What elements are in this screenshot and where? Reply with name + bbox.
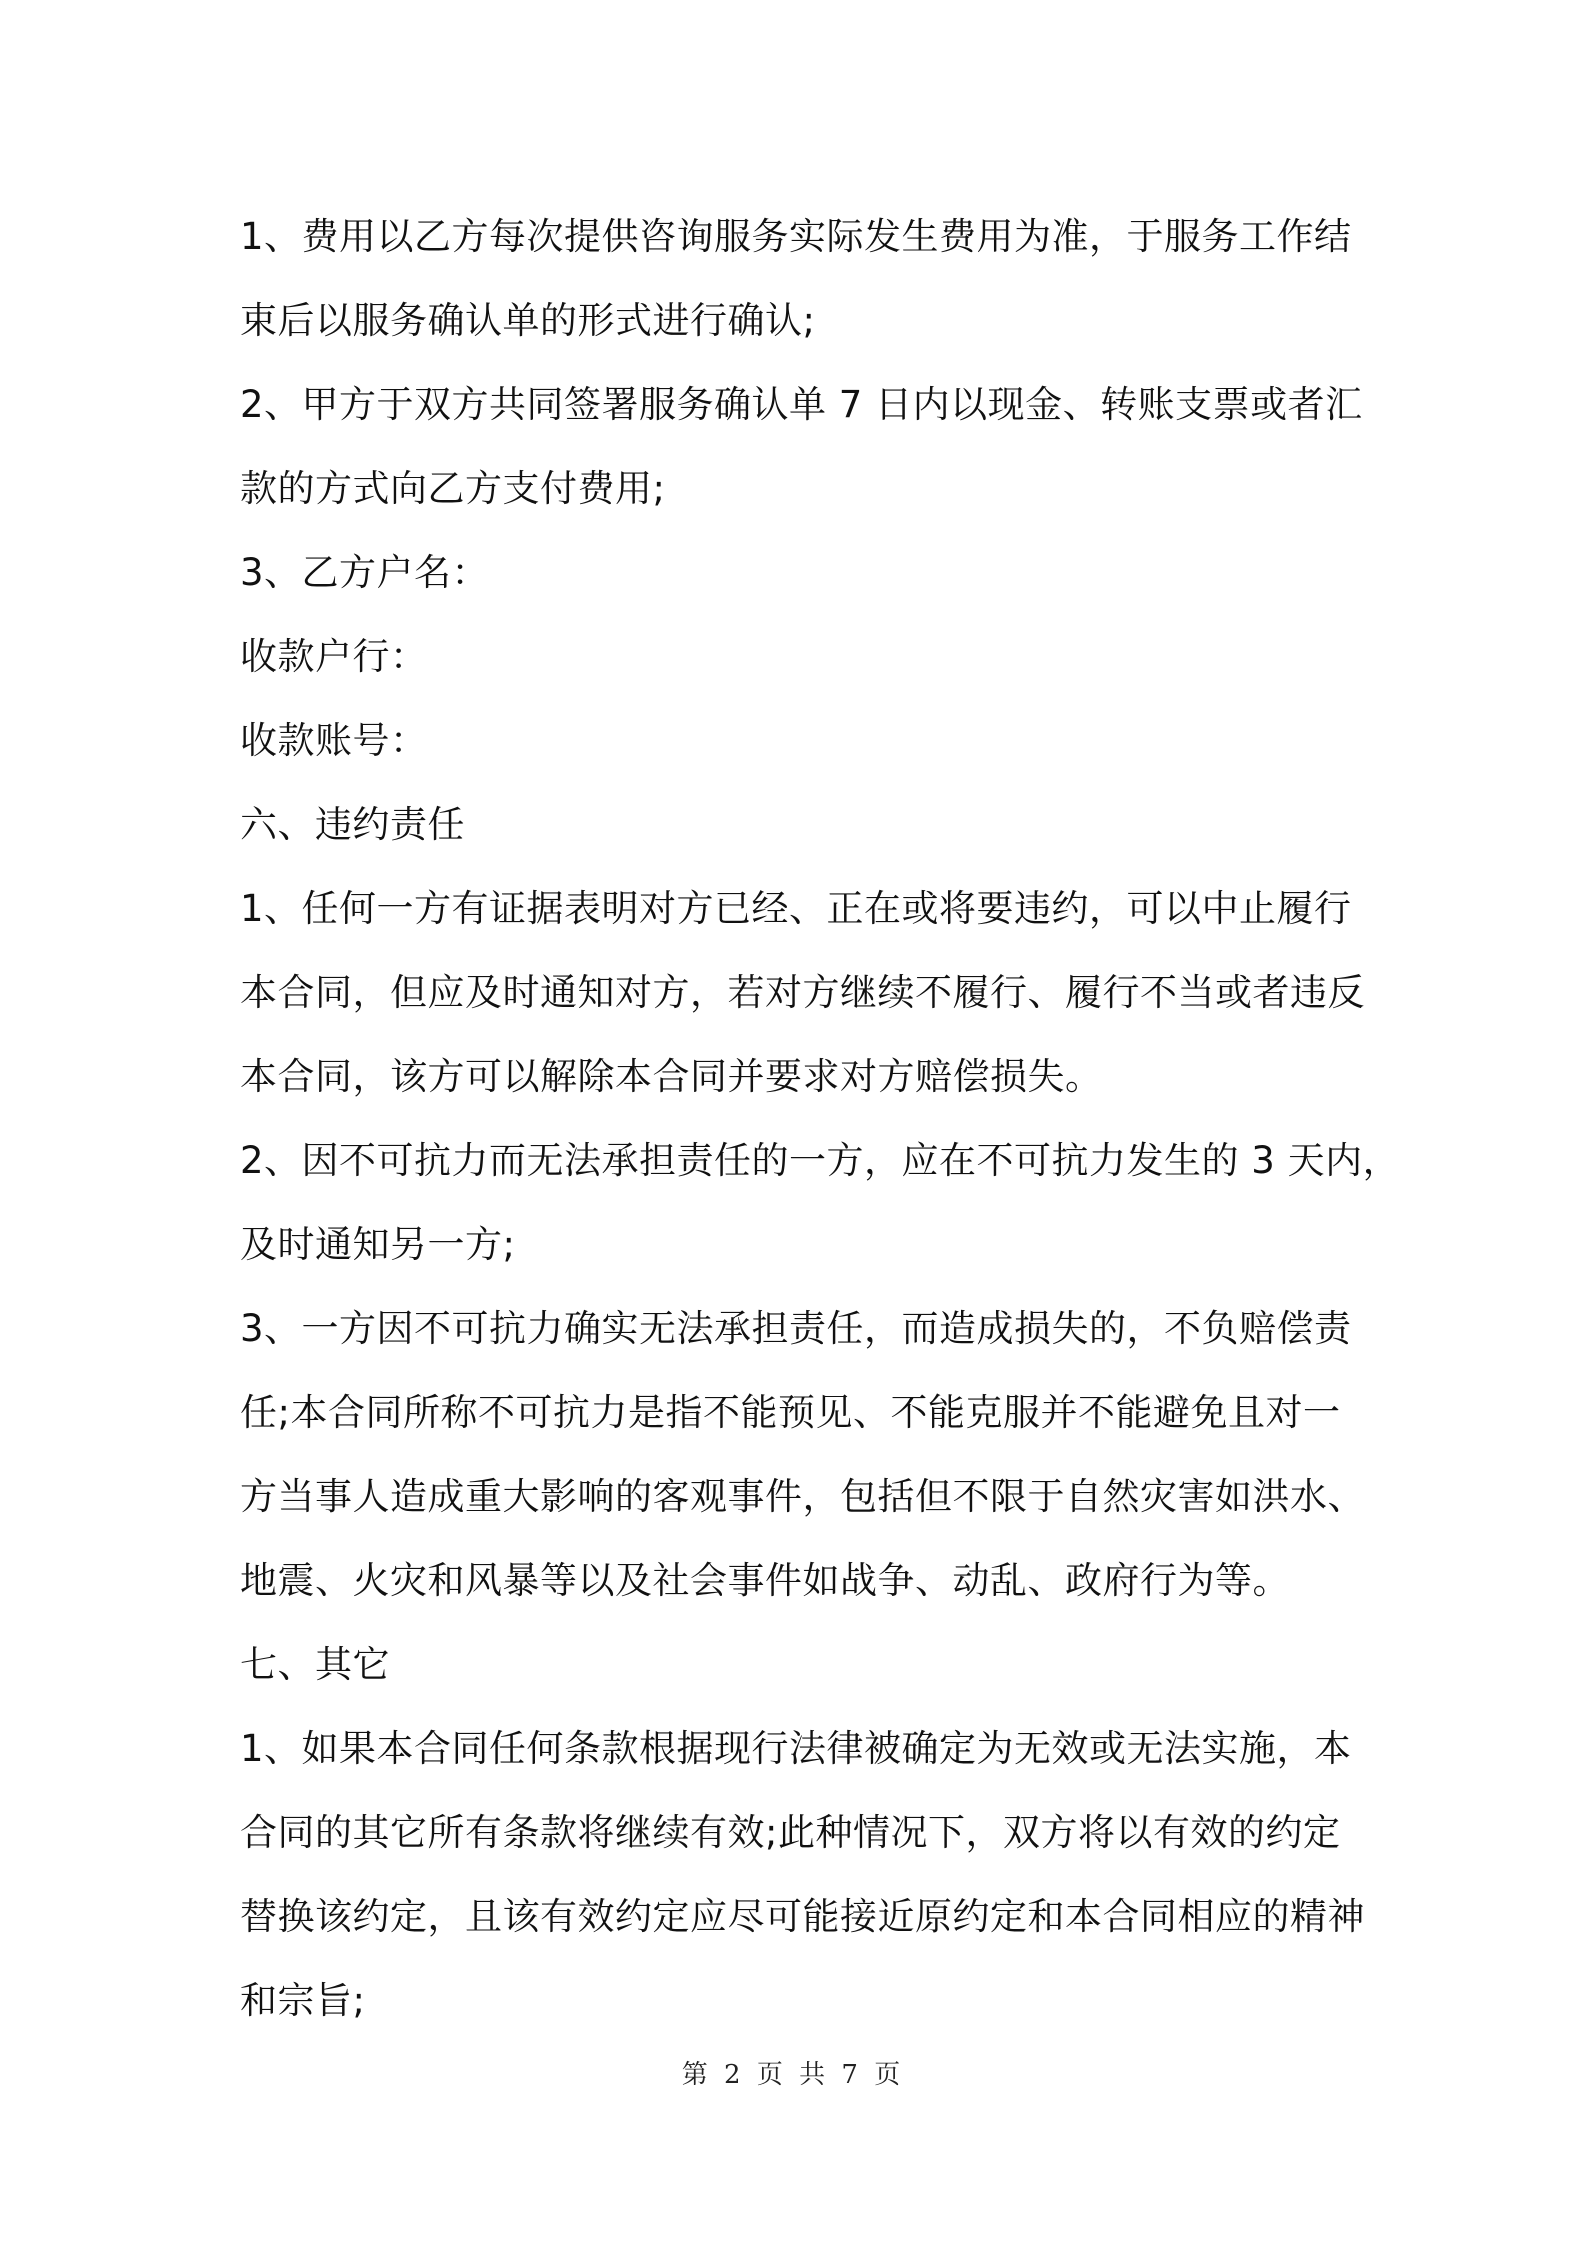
section-heading: 七、其它	[240, 1643, 390, 1686]
text-line: 合同的其它所有条款将继续有效;此种情况下，双方将以有效的约定	[240, 1811, 1341, 1854]
text-line: 1、费用以乙方每次提供咨询服务实际发生费用为准，于服务工作结	[240, 215, 1352, 258]
text-line: 本合同，但应及时通知对方，若对方继续不履行、履行不当或者违反	[240, 971, 1365, 1014]
text-line: 地震、火灾和风暴等以及社会事件如战争、动乱、政府行为等。	[240, 1559, 1290, 1602]
text-line: 束后以服务确认单的形式进行确认;	[240, 299, 816, 342]
text-line: 方当事人造成重大影响的客观事件，包括但不限于自然灾害如洪水、	[240, 1475, 1365, 1518]
text-line: 2、甲方于双方共同签署服务确认单 7 日内以现金、转账支票或者汇	[240, 383, 1363, 426]
text-line: 及时通知另一方;	[240, 1223, 516, 1266]
text-line: 收款账号：	[240, 719, 428, 762]
page-number-footer: 第 2 页 共 7 页	[681, 2060, 905, 2090]
text-line: 1、如果本合同任何条款根据现行法律被确定为无效或无法实施，本	[240, 1727, 1352, 1770]
document-body	[240, 195, 1401, 2043]
text-line: 1、任何一方有证据表明对方已经、正在或将要违约，可以中止履行	[240, 887, 1352, 930]
text-line: 2、因不可抗力而无法承担责任的一方，应在不可抗力发生的 3 天内，	[240, 1139, 1401, 1182]
section-heading: 六、违约责任	[240, 803, 465, 846]
text-line: 任;本合同所称不可抗力是指不能预见、不能克服并不能避免且对一	[240, 1391, 1341, 1434]
text-line: 3、乙方户名：	[240, 551, 490, 594]
text-line: 收款户行：	[240, 635, 428, 678]
text-line: 款的方式向乙方支付费用;	[240, 467, 666, 510]
text-line: 本合同，该方可以解除本合同并要求对方赔偿损失。	[240, 1055, 1103, 1098]
text-line: 替换该约定，且该有效约定应尽可能接近原约定和本合同相应的精神	[240, 1895, 1365, 1938]
text-line: 和宗旨;	[240, 1979, 366, 2022]
text-line: 3、一方因不可抗力确实无法承担责任，而造成损失的，不负赔偿责	[240, 1307, 1352, 1350]
